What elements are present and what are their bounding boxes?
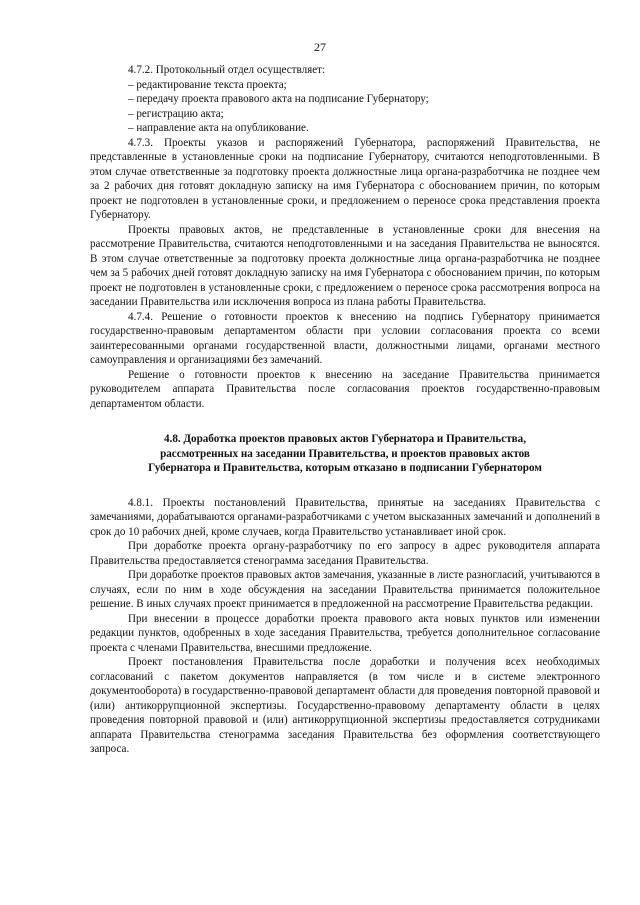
heading-line: рассмотренных на заседании Правительства, и проектов правовых актов — [160, 447, 530, 460]
paragraph: Проекты правовых актов, не представленные в установленные сроки для внесения на рассмотрение Правительства, считаются неподготовленными и на заседания Правительства не выносятся. В этом случае ответственные за подготовку проекта должностные лица органа-разработчика не позднее чем за 5 рабочих дней готовят докладную записку на имя Губернатора с обоснованием причин, по которым проект не подготовлен в установленные сроки, с предложением о переносе срока рассмотрения вопроса на заседании Правительства или исключения вопроса из плана работы Правительства. — [90, 223, 600, 308]
paragraph: Проект постановления Правительства после доработки и получения всех необходимых согласований с пакетом документов направляется (в том числе и в системе электронного документооборота) в государственно-правовой департамент области для проведения повторной правовой и (или) антикоррупционной экспертизы. Государственно-правовому департаменту области в целях проведения повторной правовой и (или) антикоррупционной экспертизы предоставляется сотрудниками аппарата Правительства стенограмма заседания Правительства без оформления соответствующего запроса. — [90, 656, 600, 755]
clause-4-7-2: 4.7.2. Протокольный отдел осуществляет: — [128, 64, 326, 76]
paragraph: При доработке проектов правовых актов замечания, указанные в листе разногласий, учитываются в случаях, если по ним в ходе обсуждения на заседании Правительства принимается положительное решение. В иных случаях проект принимается в предложенной на рассмотрение Правительства редакции. — [90, 569, 600, 610]
section-heading-4-8 — [90, 432, 600, 476]
list-item: – регистрацию акта; — [128, 107, 224, 120]
heading-line: Губернатора и Правительства, которым отказано в подписании Губернатором — [148, 462, 542, 474]
clause-4-7-3: 4.7.3. Проекты указов и распоряжений Губернатора, распоряжений Правительства, не представленные в установленные сроки на подписание Губернатору, считаются неподготовленными. В этом случае ответственные за подготовку проекта должностные лица органа-разработчика не позднее чем за 2 рабочих дня готовят докладную записку на имя Губернатора с обоснованием причин, по которым проект не подготовлен в установленные сроки, и предложением о переносе срока представления проекта Губернатору. — [90, 136, 600, 221]
heading-line: 4.8. Доработка проектов правовых актов Губернатора и Правительства, — [164, 433, 526, 445]
clause-4-8-1: 4.8.1. Проекты постановлений Правительства, принятые на заседаниях Правительства с замечаниями, дорабатываются органами-разработчиками с учетом высказанных замечаний и дополнений в срок до 10 рабочих дней, кроме случаев, когда Правительство устанавливает иной срок. — [90, 496, 600, 538]
list-item: – редактирование текста проекта; — [128, 78, 287, 91]
paragraph: Решение о готовности проектов к внесению на заседание Правительства принимается руководителем аппарата Правительства после согласования проектов государственно-правовым департаментом области. — [90, 368, 600, 410]
list-item: – направление акта на опубликование. — [128, 122, 309, 134]
paragraph: При доработке проекта органу-разработчику по его запросу в адрес руководителя аппарата Правительства предоставляется стенограмма заседания Правительства. — [90, 540, 600, 567]
page-number: 27 — [314, 40, 326, 54]
document-body — [90, 63, 600, 757]
list-item: – передачу проекта правового акта на подписание Губернатору; — [128, 93, 429, 105]
paragraph: При внесении в процессе доработки проекта правового акта новых пунктов или изменении редакции пунктов, одобренных в ходе заседания Правительства, требуется дополнительное согласование проекта с членами Правительства, внесшими предложение. — [90, 612, 600, 654]
clause-4-7-4: 4.7.4. Решение о готовности проектов к внесению на подпись Губернатору принимается государственно-правовым департаментом области при условии согласования проекта со всеми заинтересованными органами государственной власти, должностными лицами, органами местного самоуправления и организациями без замечаний. — [90, 310, 600, 366]
